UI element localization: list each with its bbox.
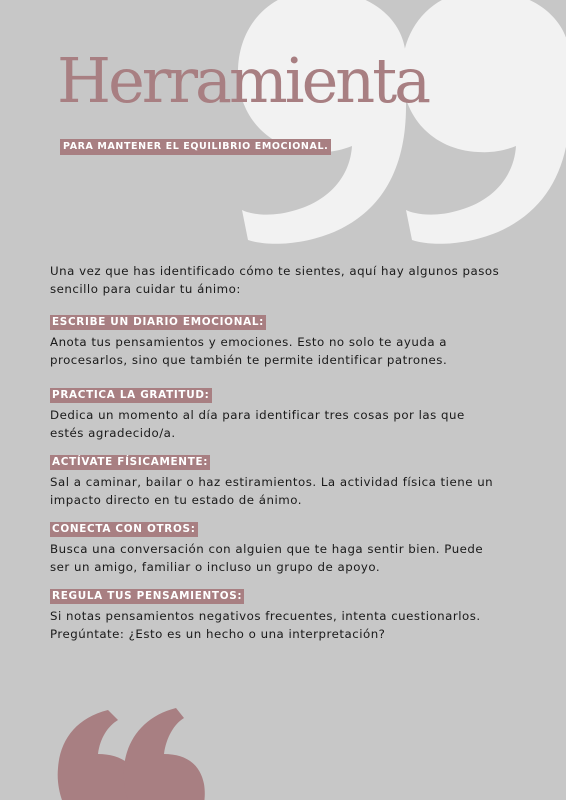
section-text: Dedica un momento al día para identificar tres cosas por las que estés agradecido/a.: [50, 408, 465, 440]
section-text: Si notas pensamientos negativos frecuentes, intenta cuestionarlos. Pregúntate: ¿Esto es un hecho o una interpretación?: [50, 609, 481, 641]
section-gratitud: [50, 383, 500, 442]
section-label: PRACTICA LA GRATITUD:: [52, 389, 210, 401]
section-label: ACTÍVATE FÍSICAMENTE:: [52, 456, 209, 468]
section-label: ESCRIBE UN DIARIO EMOCIONAL:: [52, 316, 265, 328]
section-text: Sal a caminar, bailar o haz estiramientos. La actividad física tiene un impacto directo en tu estado de ánimo.: [50, 475, 494, 507]
section-regula: [50, 584, 500, 643]
section-fisicamente: [50, 450, 500, 509]
section-conecta: [50, 517, 500, 576]
section-text: Anota tus pensamientos y emociones. Esto no solo te ayuda a procesarlos, sino que también te permite identificar patrones.: [50, 335, 448, 367]
section-diario: [50, 310, 500, 369]
opening-quote-icon: [0, 690, 566, 800]
page-title: Herramienta: [57, 44, 429, 117]
content-body: [50, 262, 500, 651]
page-subtitle: PARA MANTENER EL EQUILIBRIO EMOCIONAL.: [60, 139, 331, 155]
intro-paragraph: Una vez que has identificado cómo te sientes, aquí hay algunos pasos sencillo para cuidar tu ánimo:: [50, 264, 500, 296]
section-label: REGULA TUS PENSAMIENTOS:: [52, 590, 243, 602]
section-text: Busca una conversación con alguien que te haga sentir bien. Puede ser un amigo, familiar o incluso un grupo de apoyo.: [50, 542, 484, 574]
closing-quote-icon: [0, 0, 566, 250]
section-label: CONECTA CON OTROS:: [52, 523, 196, 535]
